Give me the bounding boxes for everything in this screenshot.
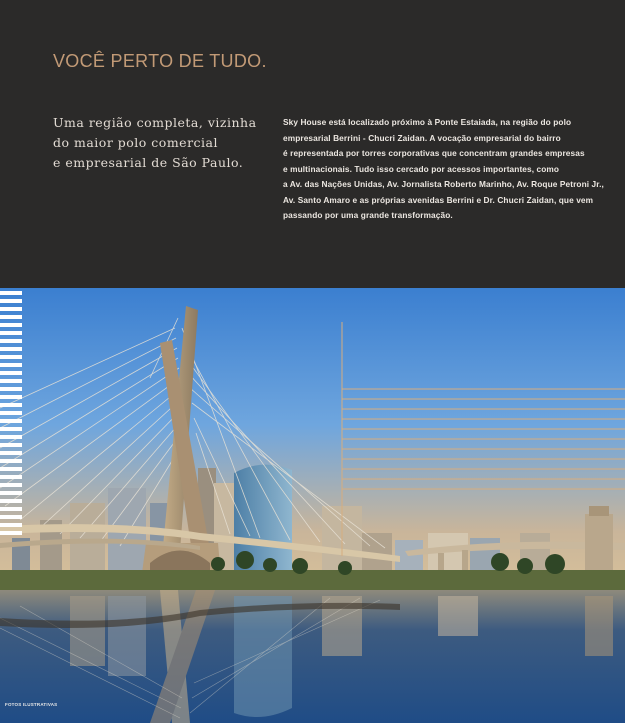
intro-section [0, 0, 625, 288]
body-line: Av. Santo Amaro e as próprias avenidas Berrini e Dr. Chucri Zaidan, que vem [283, 194, 594, 205]
photo-credit: FOTOS ILUSTRATIVAS [5, 702, 58, 707]
body-line: Sky House está localizado próximo à Ponte Estaiada, na região do polo [283, 117, 572, 127]
subtitle [53, 113, 268, 173]
subtitle-line: e empresarial de São Paulo. [53, 155, 244, 170]
body-line: passando por uma grande transformação. [283, 210, 453, 220]
body-line: e multinacionais. Tudo isso cercado por acessos importantes, como [283, 163, 560, 174]
subtitle-line: do maior polo comercial [53, 135, 219, 150]
body-text [283, 115, 613, 224]
subtitle-line: Uma região completa, vizinha [53, 115, 257, 130]
bridge-photo [0, 288, 625, 723]
body-line: a Av. das Nações Unidas, Av. Jornalista Roberto Marinho, Av. Roque Petroni Jr., [283, 179, 604, 189]
page-title: VOCÊ PERTO DE TUDO. [53, 51, 267, 71]
body-line: empresarial Berrini - Chucri Zaidan. A vocação empresarial do bairro [283, 132, 561, 143]
body-line: é representada por torres corporativas que concentram grandes empresas [283, 148, 585, 158]
riverbank [0, 570, 625, 590]
